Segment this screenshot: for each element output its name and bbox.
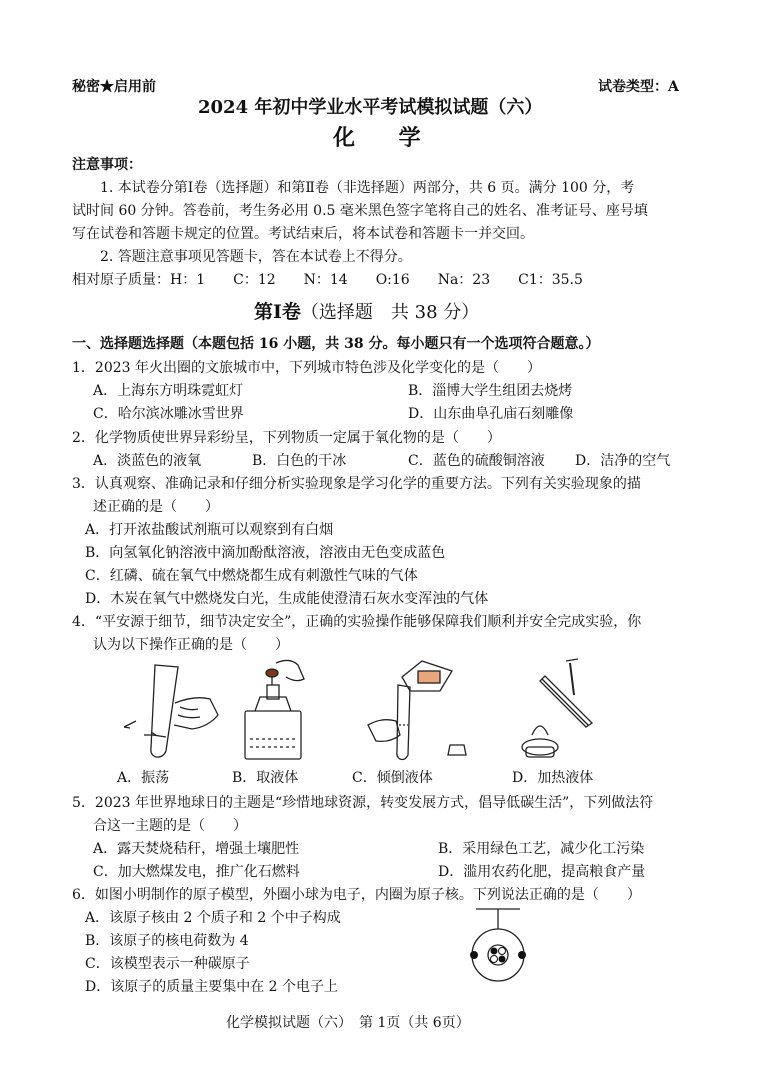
notes-item2: 2. 答题注意事项见答题卡，答在本试卷上不得分。	[100, 249, 412, 265]
notes-item1-line3: 写在试卷和答题卡规定的位置。考试结束后，将本试卷和答题卡一并交回。	[72, 226, 534, 242]
q6-option-d: D．该原子的质量主要集中在 2 个电子上	[85, 979, 339, 995]
q2-option-a: A．淡蓝色的液氧	[93, 453, 202, 469]
nucleus-ring	[488, 945, 508, 965]
q2-option-b: B．白色的干冰	[252, 453, 347, 469]
electron-right	[518, 951, 526, 959]
q1-option-d: D．山东曲阜孔庙石刻雕像	[408, 406, 574, 422]
q6-option-a: A．该原子核由 2 个质子和 2 个中子构成	[85, 910, 341, 926]
confidential-label: 秘密★启用前	[72, 79, 156, 95]
q1-option-b: B．淄博大学生组团去烧烤	[408, 383, 573, 399]
q4-stem-line2: 认为以下操作正确的是（ ）	[93, 637, 289, 653]
q4-option-a: A．振荡	[117, 770, 170, 786]
q1-stem: 1．2023 年火出圈的文旅城市中，下列城市特色涉及化学变化的是（ ）	[72, 360, 541, 376]
q3-option-b: B．向氢氧化钠溶液中滴加酚酞溶液，溶液由无色变成蓝色	[85, 545, 446, 561]
shaking-tube-figure	[124, 665, 218, 757]
q6-stem: 6．如图小明制作的原子模型，外圈小球为电子，内圈为原子核。下列说法正确的是（ ）	[72, 887, 641, 903]
q2-option-d: D．洁净的空气	[575, 453, 671, 469]
notes-item1-line1: 1. 本试卷分第Ⅰ卷（选择题）和第Ⅱ卷（非选择题）两部分，共 6 页。满分 100 分，考	[100, 180, 635, 196]
dropper-bottle-figure	[245, 660, 304, 759]
section-title	[254, 300, 479, 325]
paper-type-label: 试卷类型：A	[598, 79, 679, 95]
q2-stem: 2．化学物质使世界异彩纷呈，下列物质一定属于氧化物的是（ ）	[72, 430, 501, 446]
q2-option-c: C．蓝色的硫酸铜溶液	[408, 453, 545, 469]
nucleon-1	[491, 948, 498, 955]
section-title-rest: （选择题 共 38 分）	[300, 302, 480, 323]
notes-heading: 注意事项：	[72, 157, 142, 173]
q1-option-c: C．哈尔滨冰雕冰雪世界	[93, 406, 244, 422]
atomic-mass-line: 相对原子质量：H：1 C：12 N：14 O:16 Na：23 C1：35.5	[72, 272, 583, 288]
q5-stem-line2: 合这一主题的是（ ）	[93, 818, 247, 834]
q5-stem-line1: 5．2023 年世界地球日的主题是“珍惜地球资源，转变发展方式，倡导低碳生活”，下列做法符	[72, 795, 654, 811]
q6-option-b: B．该原子的核电荷数为 4	[85, 933, 249, 949]
q5-option-b: B．采用绿色工艺，减少化工污染	[438, 841, 645, 857]
electron-left	[470, 951, 478, 959]
q6-option-c: C．该模型表示一种碳原子	[85, 956, 250, 972]
q4-option-c: C．倾倒液体	[352, 770, 433, 786]
nucleon-4	[499, 956, 506, 963]
q5-option-d: D．滥用农药化肥，提高粮食产量	[438, 864, 646, 880]
exam-title: 2024 年初中学业水平考试模拟试题（六）	[198, 97, 543, 118]
q5-option-c: C．加大燃煤发电，推广化石燃料	[93, 864, 300, 880]
q1-option-a: A．上海东方明珠霓虹灯	[93, 383, 244, 399]
q3-stem-line1: 3．认真观察、准确记录和仔细分析实验现象是学习化学的重要方法。下列有关实验现象的描	[72, 476, 641, 492]
q3-option-d: D．木炭在氧气中燃烧发白光，生成能使澄清石灰水变浑浊的气体	[85, 591, 489, 607]
page-footer: 化学模拟试题（六） 第 1页（共 6页）	[226, 1015, 470, 1031]
q4-option-d: D．加热液体	[512, 770, 594, 786]
q4-stem-line1: 4．“平安源于细节，细节决定安全”，正确的实验操作能够保障我们顺利并安全完成实验，你	[72, 614, 642, 630]
subject-title: 化 学	[333, 125, 439, 151]
q3-option-c: C．红磷、硫在氧气中燃烧都生成有刺激性气味的气体	[85, 568, 418, 584]
heating-liquid-figure	[522, 659, 592, 757]
q4-figures	[100, 655, 700, 763]
q3-option-a: A．打开浓盐酸试剂瓶可以观察到有白烟	[85, 522, 334, 538]
q4-option-b: B．取液体	[232, 770, 299, 786]
section-title-bold: 第Ⅰ卷	[254, 301, 301, 323]
atom-model-figure	[468, 905, 528, 985]
q5-option-a: A．露天焚烧秸秆，增强土壤肥性	[93, 841, 300, 857]
q3-stem-line2: 述正确的是（ ）	[93, 499, 219, 515]
part1-heading: 一、选择题选择题（本题包括 16 小题，共 38 分。每小题只有一个选项符合题意。）	[72, 336, 600, 352]
nucleon-2	[499, 948, 506, 955]
pouring-liquid-figure	[368, 661, 466, 760]
electron-orbit	[472, 929, 524, 981]
nucleon-3	[491, 956, 498, 963]
notes-item1-line2: 试时间 60 分钟。答卷前，考生务必用 0.5 毫米黑色签字笔将自己的姓名、准考证号、座号填	[72, 203, 648, 219]
